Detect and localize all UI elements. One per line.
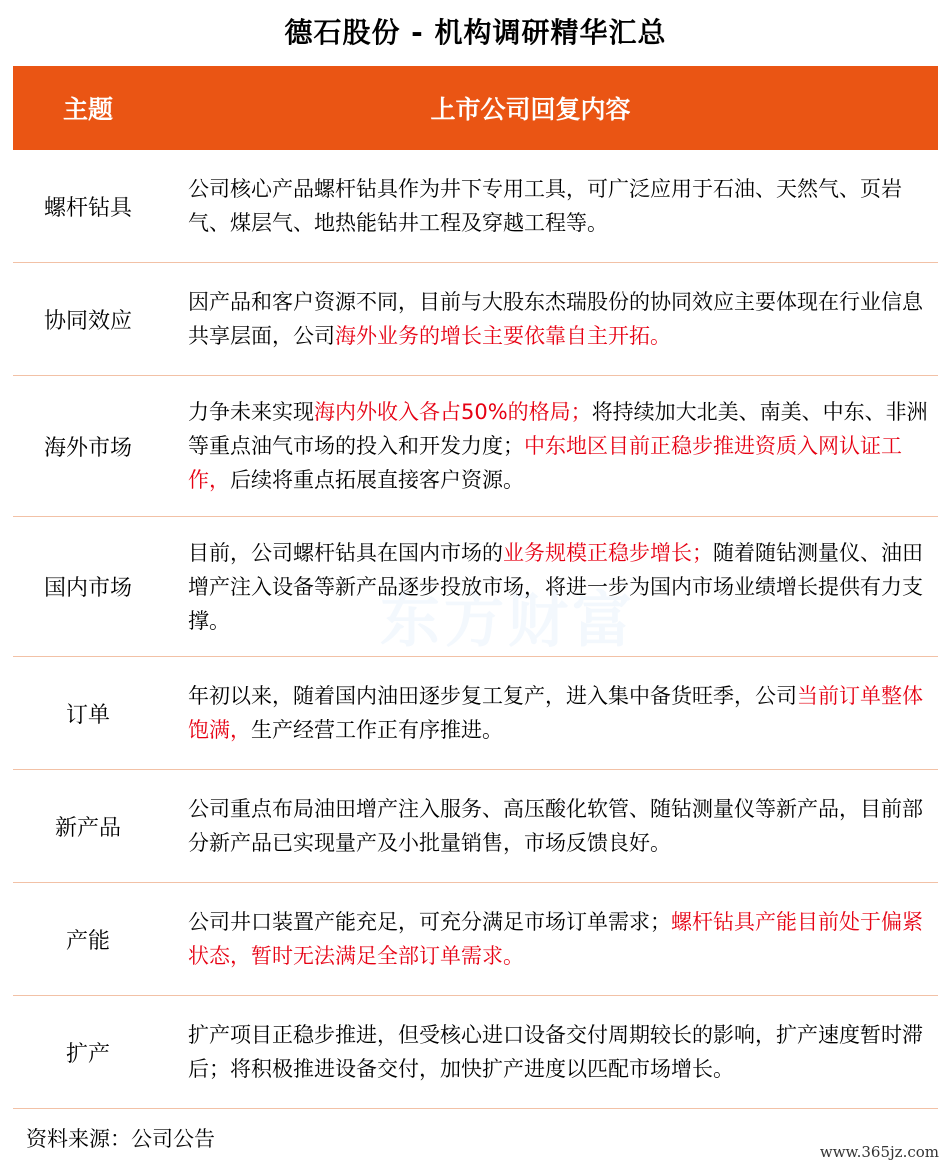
- highlight-segment: 螺杆钻具产能目前处于偏紧状态，暂时无法满足全部订单需求。: [188, 910, 923, 968]
- highlight-segment: 业务规模正稳步增长；: [503, 540, 713, 565]
- content-segment: 公司井口装置产能充足，可充分满足市场订单需求；: [188, 910, 671, 934]
- row-content: [163, 536, 938, 638]
- table-row: [13, 263, 938, 376]
- highlight-segment: 当前订单整体饱满，: [188, 684, 923, 742]
- row-content: [163, 792, 938, 860]
- table-row: [13, 883, 938, 996]
- content-segment: 公司重点布局油田增产注入服务、高压酸化软管、随钻测量仪等新产品，目前部分新产品已实现量产及小批量销售，市场反馈良好。: [188, 797, 923, 855]
- site-watermark: www.365jz.com: [819, 1143, 939, 1161]
- row-content: [163, 285, 938, 353]
- highlight-segment: 海内外收入各占50%的格局；: [314, 400, 592, 424]
- table-row: [13, 517, 938, 657]
- row-content: [163, 905, 938, 973]
- content-segment: 扩产项目正稳步推进，但受核心进口设备交付周期较长的影响，扩产速度暂时滞后；将积极推进设备交付，加快扩产进度以匹配市场增长。: [188, 1023, 923, 1081]
- page-title: 德石股份 - 机构调研精华汇总: [284, 16, 667, 49]
- row-topic: 产能: [65, 928, 110, 954]
- content-segment: 后续将重点拓展直接客户资源。: [230, 468, 524, 492]
- content-segment: 公司核心产品螺杆钻具作为井下专用工具，可广泛应用于石油、天然气、页岩气、煤层气、地热能钻井工程及穿越工程等。: [188, 177, 902, 235]
- header-topic: 主题: [62, 95, 113, 124]
- row-content: [163, 395, 938, 497]
- table-row: [13, 770, 938, 883]
- watermark: 东方财富: [380, 586, 636, 656]
- row-topic: 订单: [65, 702, 110, 728]
- content-segment: 随着随钻测量仪、油田增产注入设备等新产品逐步投放市场，将进一步为国内市场业绩增长提供有力支撑。: [188, 540, 923, 633]
- content-segment: 因产品和客户资源不同，目前与大股东杰瑞股份的协同效应主要体现在行业信息共享层面，公司: [188, 290, 923, 348]
- row-topic: 协同效应: [43, 308, 132, 334]
- highlight-segment: 中东地区目前正稳步推进资质入网认证工作，: [188, 434, 902, 492]
- content-segment: 年初以来，随着国内油田逐步复工复产，进入集中备货旺季，公司: [188, 684, 797, 708]
- table-row: [13, 376, 938, 517]
- table-row: [13, 657, 938, 770]
- row-topic: 新产品: [54, 815, 121, 841]
- row-topic: 海外市场: [43, 435, 132, 461]
- header-content: 上市公司回复内容: [430, 95, 631, 124]
- row-topic: 螺杆钻具: [43, 195, 132, 221]
- table-header: [13, 66, 938, 150]
- summary-table: [13, 66, 938, 1109]
- row-topic: 扩产: [65, 1041, 110, 1067]
- row-content: [163, 172, 938, 240]
- content-segment: 生产经营工作正有序推进。: [251, 718, 503, 742]
- row-topic: 国内市场: [43, 576, 132, 601]
- table-row: [13, 996, 938, 1109]
- table-row: [13, 150, 938, 263]
- row-content: [163, 679, 938, 747]
- row-content: [163, 1018, 938, 1086]
- content-segment: 目前，公司螺杆钻具在国内市场的: [188, 540, 503, 565]
- highlight-segment: 海外业务的增长主要依靠自主开拓。: [335, 324, 671, 348]
- content-segment: 将持续加大北美、南美、中东、非洲等重点油气市场的投入和开发力度；: [188, 400, 928, 458]
- content-segment: 力争未来实现: [188, 400, 314, 424]
- source-note: 资料来源：公司公告: [26, 1127, 215, 1151]
